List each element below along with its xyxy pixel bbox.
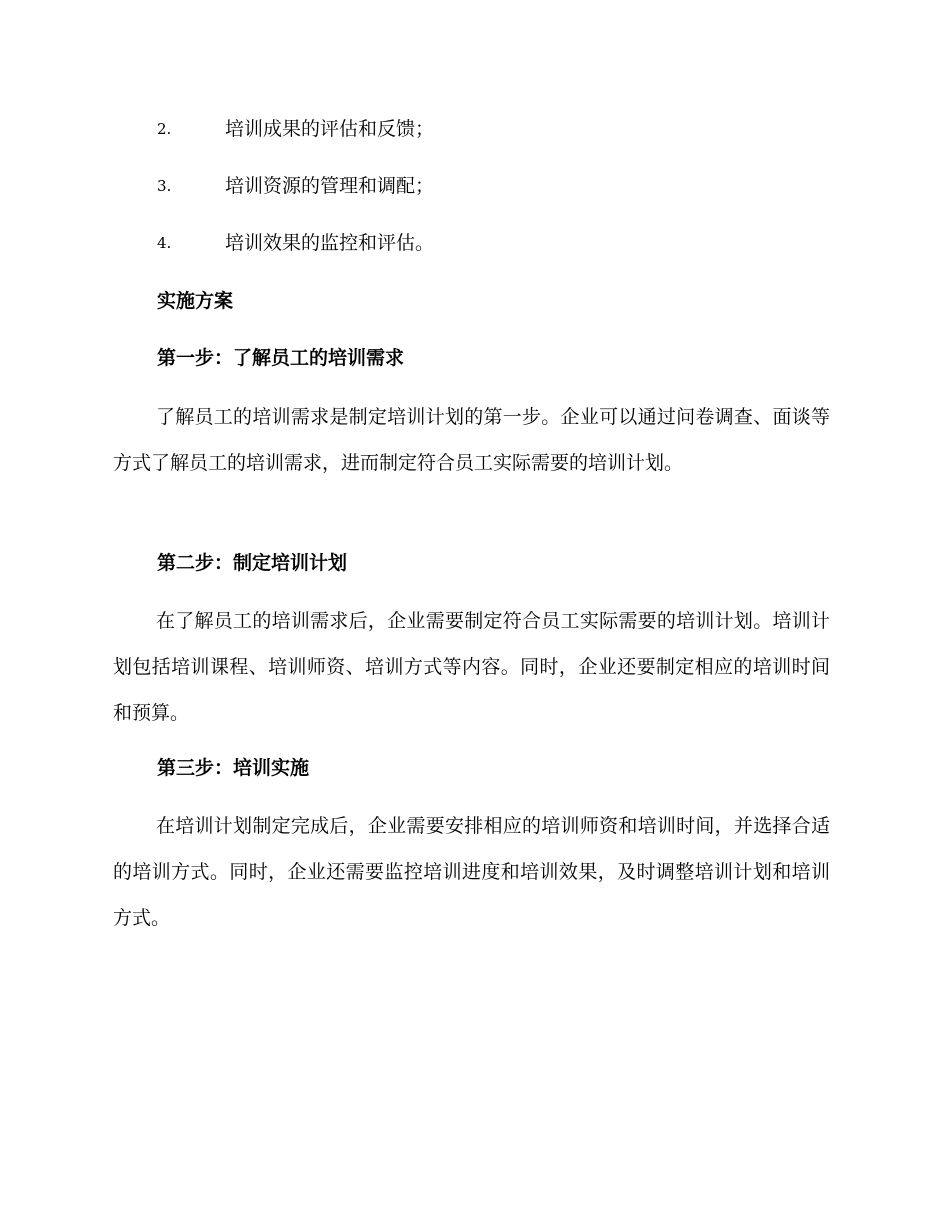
list-number: 3. — [157, 177, 172, 195]
list-item — [0, 228, 950, 258]
list-number: 2. — [157, 120, 172, 138]
step-paragraph: 在培训计划制定完成后，企业需要安排相应的培训师资和培训时间，并选择合适的培训方式。同时，企业还需要监控培训进度和培训效果，及时调整培训计划和培训方式。 — [113, 815, 830, 929]
step-paragraph: 了解员工的培训需求是制定培训计划的第一步。企业可以通过问卷调查、面谈等方式了解员工的培训需求，进而制定符合员工实际需要的培训计划。 — [113, 406, 830, 474]
list-text: 培训资源的管理和调配； — [225, 175, 435, 197]
step-heading: 第一步：了解员工的培训需求 — [157, 347, 405, 369]
list-text: 培训效果的监控和评估。 — [225, 232, 435, 254]
list-text: 培训成果的评估和反馈； — [225, 118, 435, 140]
list-number: 4. — [157, 234, 172, 252]
list-item — [0, 171, 950, 201]
section-title: 实施方案 — [157, 290, 234, 312]
step-heading: 第三步：培训实施 — [157, 757, 310, 779]
step-paragraph: 在了解员工的培训需求后，企业需要制定符合员工实际需要的培训计划。培训计划包括培训课程、培训师资、培训方式等内容。同时，企业还要制定相应的培训时间和预算。 — [113, 610, 830, 724]
step-heading: 第二步：制定培训计划 — [157, 552, 348, 574]
list-item — [0, 114, 950, 144]
